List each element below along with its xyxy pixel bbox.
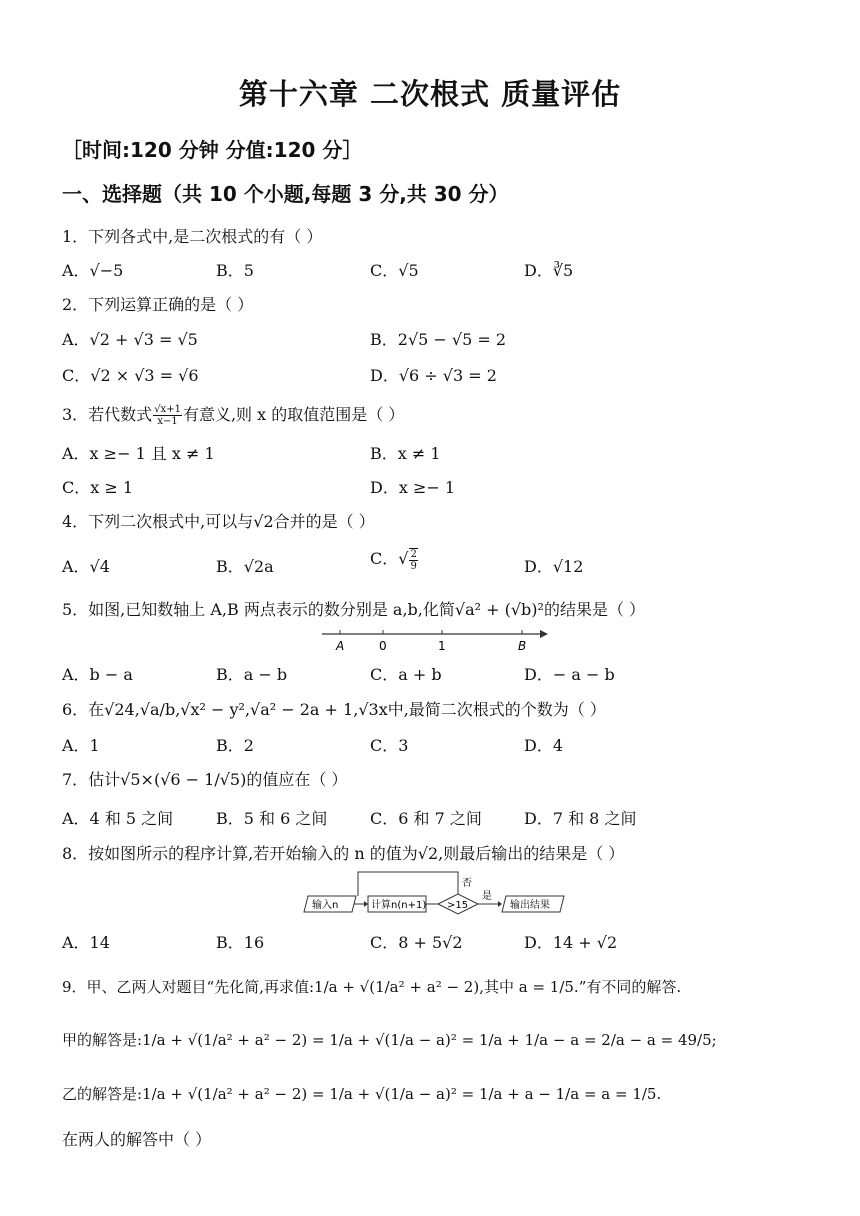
question-5-stem: 5．如图,已知数轴上 A,B 两点表示的数分别是 a,b,化简√a² + (√b)²的结果是（ ）: [62, 600, 646, 619]
axis-label-0: 0: [379, 639, 387, 653]
q1-option-a: A．√−5: [62, 261, 124, 280]
question-4-stem: 4．下列二次根式中,可以与√2合并的是（ ）: [62, 512, 375, 531]
q8-option-a: A．14: [62, 933, 110, 952]
q4-c-den: 9: [410, 560, 417, 572]
q3-stem-post: 有意义,则 x 的取值范围是（ ）: [182, 405, 405, 424]
q4-c-num: 2: [410, 548, 417, 560]
q9-prompt: 在两人的解答中（ ）: [62, 1130, 212, 1149]
q3-frac-den: x−1: [157, 416, 178, 427]
q6-option-d: D．4: [524, 736, 564, 755]
flow-input-label: 输入n: [312, 900, 339, 911]
exam-meta: ［时间:120 分钟 分值:120 分］: [62, 138, 363, 162]
section-heading: 一、选择题（共 10 个小题,每题 3 分,共 30 分）: [62, 182, 509, 206]
q3-option-a: A．x ≥− 1 且 x ≠ 1: [62, 444, 215, 463]
q5-option-c: C．a + b: [370, 665, 442, 684]
q5-option-b: B．a − b: [216, 665, 288, 684]
q4-option-a: A．√4: [62, 557, 110, 576]
q6-option-a: A．1: [62, 736, 100, 755]
q2-option-d: D．√6 ÷ √3 = 2: [370, 366, 497, 385]
flow-decision-label: >15: [447, 900, 469, 911]
q3-stem-pre: 3．若代数式: [62, 405, 153, 424]
flow-output-label: 输出结果: [510, 900, 550, 911]
q8-option-c: C．8 + 5√2: [370, 933, 463, 952]
q7-option-d: D．7 和 8 之间: [524, 809, 637, 828]
q8-option-d: D．14 + √2: [524, 933, 618, 952]
question-7-stem: 7．估计√5×(√6 − 1/√5)的值应在（ ）: [62, 770, 348, 789]
axis-label-b: B: [518, 639, 527, 653]
flow-yes-label: 是: [482, 891, 492, 902]
q1-option-b: B．5: [216, 261, 254, 280]
q7-option-b: B．5 和 6 之间: [216, 809, 328, 828]
number-line-arrow: [540, 630, 548, 638]
question-8-stem: 8．按如图所示的程序计算,若开始输入的 n 的值为√2,则最后输出的结果是（ ）: [62, 844, 625, 863]
q4-option-c-label: C．: [370, 549, 399, 568]
q2-option-b: B．2√5 − √5 = 2: [370, 330, 507, 349]
q3-option-c: C．x ≥ 1: [62, 478, 134, 497]
q2-option-c: C．√2 × √3 = √6: [62, 366, 199, 385]
q1-option-d: D．∛5: [524, 261, 574, 280]
q6-option-c: C．3: [370, 736, 409, 755]
question-9-stem: 9．甲、乙两人对题目“先化简,再求值:1/a + √(1/a² + a² − 2),其中 a = 1/5.”有不同的解答.: [62, 978, 682, 996]
q9-jia-solution: 甲的解答是:1/a + √(1/a² + a² − 2) = 1/a + √(1/a − a)² = 1/a + 1/a − a = 2/a − a = 49/5;: [62, 1031, 717, 1049]
question-1-stem: 1．下列各式中,是二次根式的有（ ）: [62, 227, 323, 246]
q2-option-a: A．√2 + √3 = √5: [62, 330, 198, 349]
q5-option-a: A．b − a: [62, 665, 133, 684]
q7-option-c: C．6 和 7 之间: [370, 809, 482, 828]
q4-option-c: [370, 546, 419, 572]
axis-label-1: 1: [438, 639, 446, 653]
q3-frac-num: √x+1: [154, 404, 181, 415]
q9-yi-solution: 乙的解答是:1/a + √(1/a² + a² − 2) = 1/a + √(1/a − a)² = 1/a + a − 1/a = a = 1/5.: [62, 1085, 662, 1103]
q3-fraction: [153, 404, 182, 427]
q1-option-c: C．√5: [370, 261, 419, 280]
q3-option-b: B．x ≠ 1: [370, 444, 441, 463]
question-3-stem: [62, 402, 404, 427]
q3-option-d: D．x ≥− 1: [370, 478, 456, 497]
flow-compute-label: 计算n(n+1): [371, 900, 427, 911]
q8-option-b: B．16: [216, 933, 265, 952]
sqrt-sign: √: [398, 549, 409, 568]
q4-c-fraction: [409, 548, 417, 572]
q4-option-d: D．√12: [524, 557, 584, 576]
flow-loop-line: [358, 872, 458, 896]
page-title: 第十六章 二次根式 质量评估: [238, 77, 622, 111]
flow-no-label: 否: [462, 878, 472, 889]
flowchart-figure: [302, 868, 570, 918]
q6-option-b: B．2: [216, 736, 254, 755]
question-6-stem: 6．在√24,√a/b,√x² − y²,√a² − 2a + 1,√3x中,最简二次根式的个数为（ ）: [62, 700, 606, 719]
flow-arrowhead-3: [498, 901, 502, 907]
axis-label-a: A: [336, 639, 345, 653]
q4-option-b: B．√2a: [216, 557, 274, 576]
flow-arrowhead-1: [364, 901, 368, 907]
question-2-stem: 2．下列运算正确的是（ ）: [62, 295, 254, 314]
q7-option-a: A．4 和 5 之间: [62, 809, 174, 828]
q5-option-d: D．− a − b: [524, 665, 615, 684]
number-line-figure: [318, 624, 550, 654]
